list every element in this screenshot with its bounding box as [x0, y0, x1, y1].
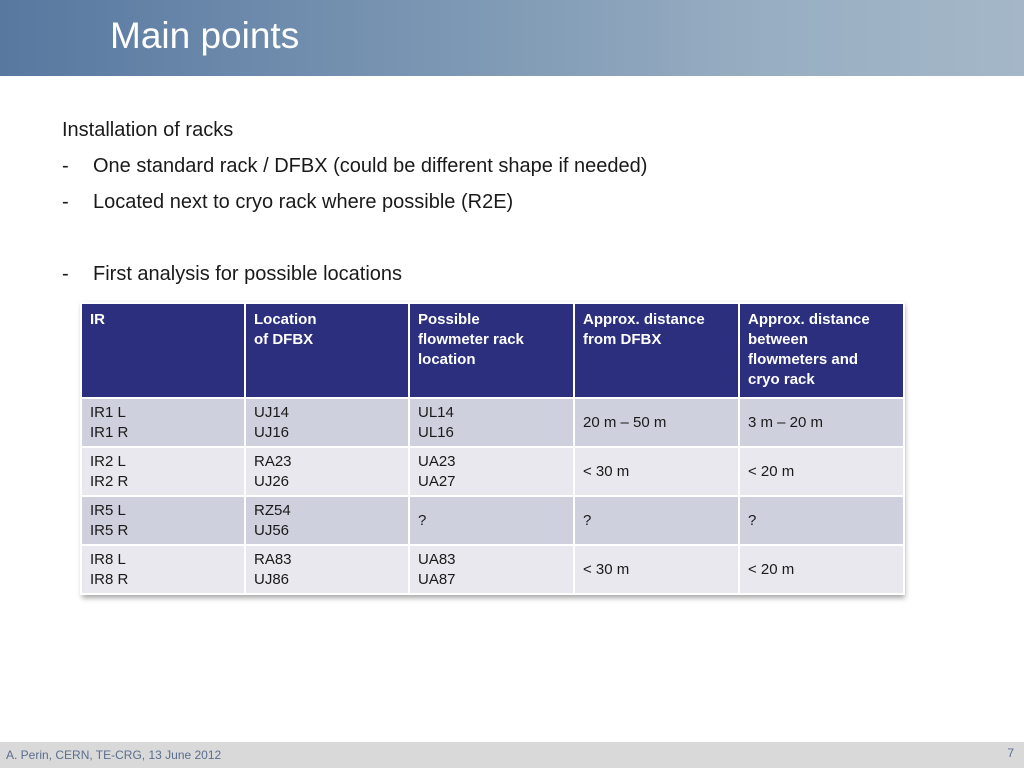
header-location: Location of DFBX — [245, 303, 409, 398]
table-header-row — [81, 303, 904, 398]
cell-ir: IR1 L IR1 R — [81, 398, 245, 447]
header-distance-cryo: Approx. distance between flowmeters and cryo rack — [739, 303, 904, 398]
cell-flowmeter-location: UA83 UA87 — [409, 545, 574, 594]
footer-text: A. Perin, CERN, TE-CRG, 13 June 2012 — [6, 748, 222, 762]
bullet-marker: - — [62, 155, 69, 177]
cell-flowmeter-location: UA23 UA27 — [409, 447, 574, 496]
bullet-item — [62, 190, 513, 214]
footer-bar — [0, 742, 1024, 768]
bullet-text: First analysis for possible locations — [93, 263, 403, 285]
bullet-marker: - — [62, 263, 69, 285]
bullet-text: Located next to cryo rack where possible (R2E) — [93, 191, 514, 213]
bullet-item — [62, 154, 647, 178]
intro-text: Installation of racks — [62, 119, 234, 141]
cell-ir: IR2 L IR2 R — [81, 447, 245, 496]
cell-distance-cryo: < 20 m — [739, 447, 904, 496]
cell-distance-cryo: ? — [739, 496, 904, 545]
table-row — [81, 398, 904, 447]
locations-table — [80, 302, 903, 595]
table-row — [81, 545, 904, 594]
cell-location: RZ54 UJ56 — [245, 496, 409, 545]
cell-distance-cryo: 3 m – 20 m — [739, 398, 904, 447]
table-row — [81, 447, 904, 496]
header-distance-dfbx: Approx. distance from DFBX — [574, 303, 739, 398]
cell-location: RA83 UJ86 — [245, 545, 409, 594]
cell-distance-dfbx: ? — [574, 496, 739, 545]
header-ir: IR — [81, 303, 245, 398]
title-bar — [0, 0, 1024, 76]
cell-flowmeter-location: UL14 UL16 — [409, 398, 574, 447]
cell-ir: IR8 L IR8 R — [81, 545, 245, 594]
bullet-item — [62, 262, 402, 286]
cell-ir: IR5 L IR5 R — [81, 496, 245, 545]
cell-distance-dfbx: < 30 m — [574, 545, 739, 594]
header-flowmeter-location: Possible flowmeter rack location — [409, 303, 574, 398]
cell-location: RA23 UJ26 — [245, 447, 409, 496]
cell-flowmeter-location: ? — [409, 496, 574, 545]
bullet-text: One standard rack / DFBX (could be different shape if needed) — [93, 155, 648, 177]
cell-distance-dfbx: < 30 m — [574, 447, 739, 496]
slide-title: Main points — [110, 15, 300, 56]
page-number: 7 — [1007, 746, 1014, 760]
cell-distance-dfbx: 20 m – 50 m — [574, 398, 739, 447]
cell-distance-cryo: < 20 m — [739, 545, 904, 594]
bullet-marker: - — [62, 191, 69, 213]
cell-location: UJ14 UJ16 — [245, 398, 409, 447]
table-row — [81, 496, 904, 545]
